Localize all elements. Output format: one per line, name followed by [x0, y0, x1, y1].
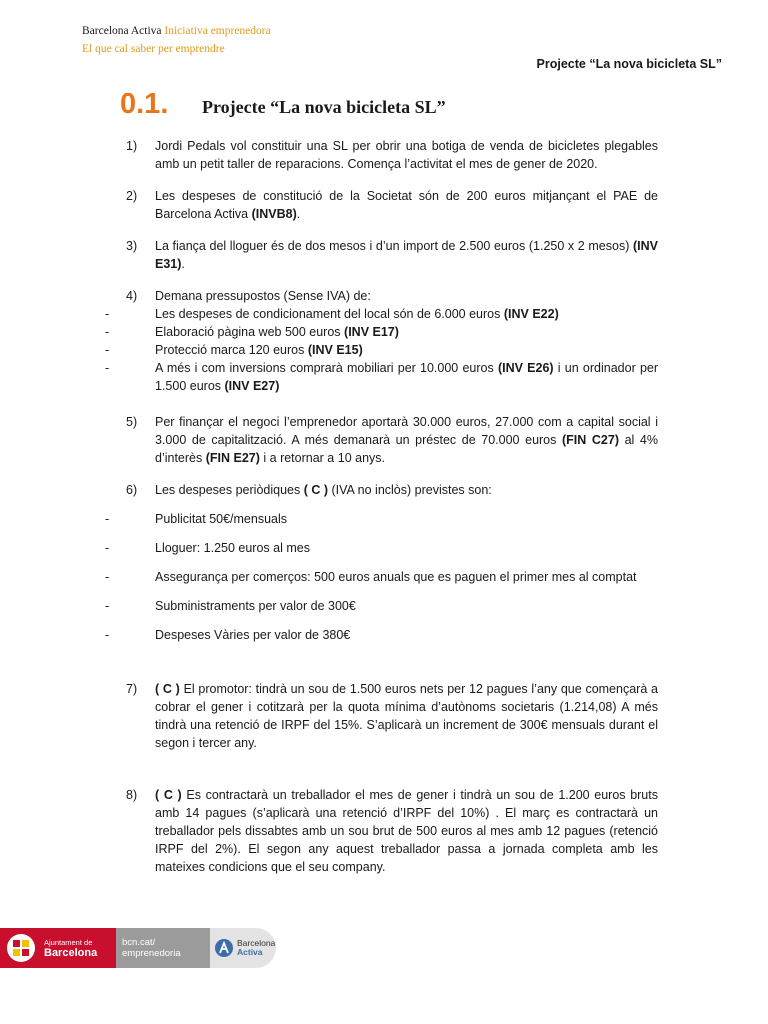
- account-code: (INV E26): [497, 361, 554, 375]
- list-item: - Assegurança per comerços: 500 euros anuals que es paguen el primer mes al comptat: [105, 570, 637, 584]
- account-code: (INV E22): [503, 307, 559, 321]
- item-text: Demana pressupostos (Sense IVA) de:: [155, 289, 371, 303]
- item-number: 6): [126, 483, 138, 497]
- barcelona-shield-icon: [6, 933, 36, 963]
- list-item: - Despeses Vàries per valor de 380€: [105, 628, 351, 642]
- list-item: - Publicitat 50€/mensuals: [105, 512, 288, 526]
- item-text: Les despeses periòdiques ( C ) (IVA no inclòs) previstes son:: [155, 483, 492, 497]
- item-2: [126, 187, 658, 223]
- item-number: 8): [126, 788, 138, 802]
- footer-logos: [0, 928, 276, 968]
- item-text: La fiança del lloguer és de dos mesos i d’un import de 2.500 euros (1.250 x 2 mesos) (INV E31).: [155, 239, 658, 271]
- list-item: - Protecció marca 120 euros (INV E15): [105, 343, 363, 357]
- section-title: [120, 88, 446, 121]
- list-item: - Subministraments per valor de 300€: [105, 599, 356, 613]
- item-text: Les despeses de constitució de la Societat són de 200 euros mitjançant el PAE de Barcelona Activa (INVB8).: [155, 189, 658, 221]
- account-code: (INV E17): [344, 325, 399, 339]
- header-brand: Barcelona Activa: [82, 25, 162, 37]
- item-number: 5): [126, 415, 138, 429]
- cost-tag: ( C ): [303, 483, 329, 497]
- item-8: [126, 786, 658, 876]
- item-number: 2): [126, 189, 138, 203]
- item-3: [126, 237, 658, 273]
- item-text: ( C ) El promotor: tindrà un sou de 1.500 euros nets per 12 pagues l’any que començarà a cobrar el gener i cotitzarà per la quota mínima d’autònoms societaris (1.214,08) A més tindrà una retenció de IRPF del 15%. S’aplicarà un increment de 300€ mensuals durant el segon i tercer any.: [155, 682, 658, 750]
- header-project-name: Projecte “La nova bicicleta SL”: [536, 57, 722, 71]
- account-code: (INV E31): [155, 239, 658, 271]
- barcelona-activa-logo: Barcelona Activa: [210, 928, 276, 968]
- ajuntament-logo: Ajuntament de Barcelona: [0, 928, 116, 968]
- item-text: Jordi Pedals vol constituir una SL per obrir una botiga de venda de bicicletes plegables amb un petit taller de reparacions. Comença l’activitat el mes de gener de 2020.: [155, 139, 658, 171]
- header-tagline: Iniciativa emprenedora: [164, 25, 271, 37]
- item-7: [126, 680, 658, 752]
- account-code: (INV E27): [224, 379, 280, 393]
- section-title-text: Projecte “La nova bicicleta SL”: [202, 97, 446, 117]
- document-body: [105, 137, 659, 876]
- item-text: ( C ) Es contractarà un treballador el mes de gener i tindrà un sou de 1.200 euros bruts amb 14 pagues (s’aplicarà una retenció d’IRPF del 10%) . El març es contractarà un treballador pels dissabtes amb un sou brut de 500 euros al mes amb 12 pagues (retenció IRPF del 2%). El segon any aquest treballador passa a jornada completa amb les mateixes condicions que el seu company.: [155, 788, 658, 874]
- item-number: 4): [126, 289, 138, 303]
- activa-a-icon: [214, 938, 234, 958]
- list-item: - Les despeses de condicionament del local són de 6.000 euros (INV E22): [105, 307, 559, 321]
- item-6: [126, 481, 658, 499]
- list-item: - Elaboració pàgina web 500 euros (INV E17): [105, 325, 399, 339]
- page-header: [82, 22, 271, 58]
- section-number: 0.1.: [120, 88, 169, 120]
- item-number: 7): [126, 682, 138, 696]
- item-number: 3): [126, 239, 138, 253]
- bcn-emprenedoria-logo: bcn.cat/ emprenedoria: [116, 928, 210, 968]
- header-subtitle: El que cal saber per emprendre: [82, 43, 225, 55]
- item-number: 1): [126, 139, 138, 153]
- account-code: (INV E15): [307, 343, 363, 357]
- account-code: (FIN E27): [205, 451, 260, 465]
- item-text: Per finançar el negoci l’emprenedor aportarà 30.000 euros, 27.000 com a capital social i 3.000 de capitalització. A més demanarà un préstec de 70.000 euros (FIN C27) al 4% d’interès (FIN E27) i a retornar a 10 anys.: [155, 415, 658, 465]
- list-item: - A més i com inversions comprarà mobiliari per 10.000 euros (INV E26) i un ordinador per 1.500 euros (INV E27): [105, 361, 659, 393]
- account-code: (INVB8): [251, 207, 297, 221]
- item-1: [126, 137, 658, 173]
- account-code: (FIN C27): [561, 433, 619, 447]
- cost-tag: ( C ): [155, 682, 180, 696]
- list-item: - Lloguer: 1.250 euros al mes: [105, 541, 310, 555]
- cost-tag: ( C ): [155, 788, 182, 802]
- item-5: [126, 413, 658, 467]
- item-4: [126, 287, 658, 305]
